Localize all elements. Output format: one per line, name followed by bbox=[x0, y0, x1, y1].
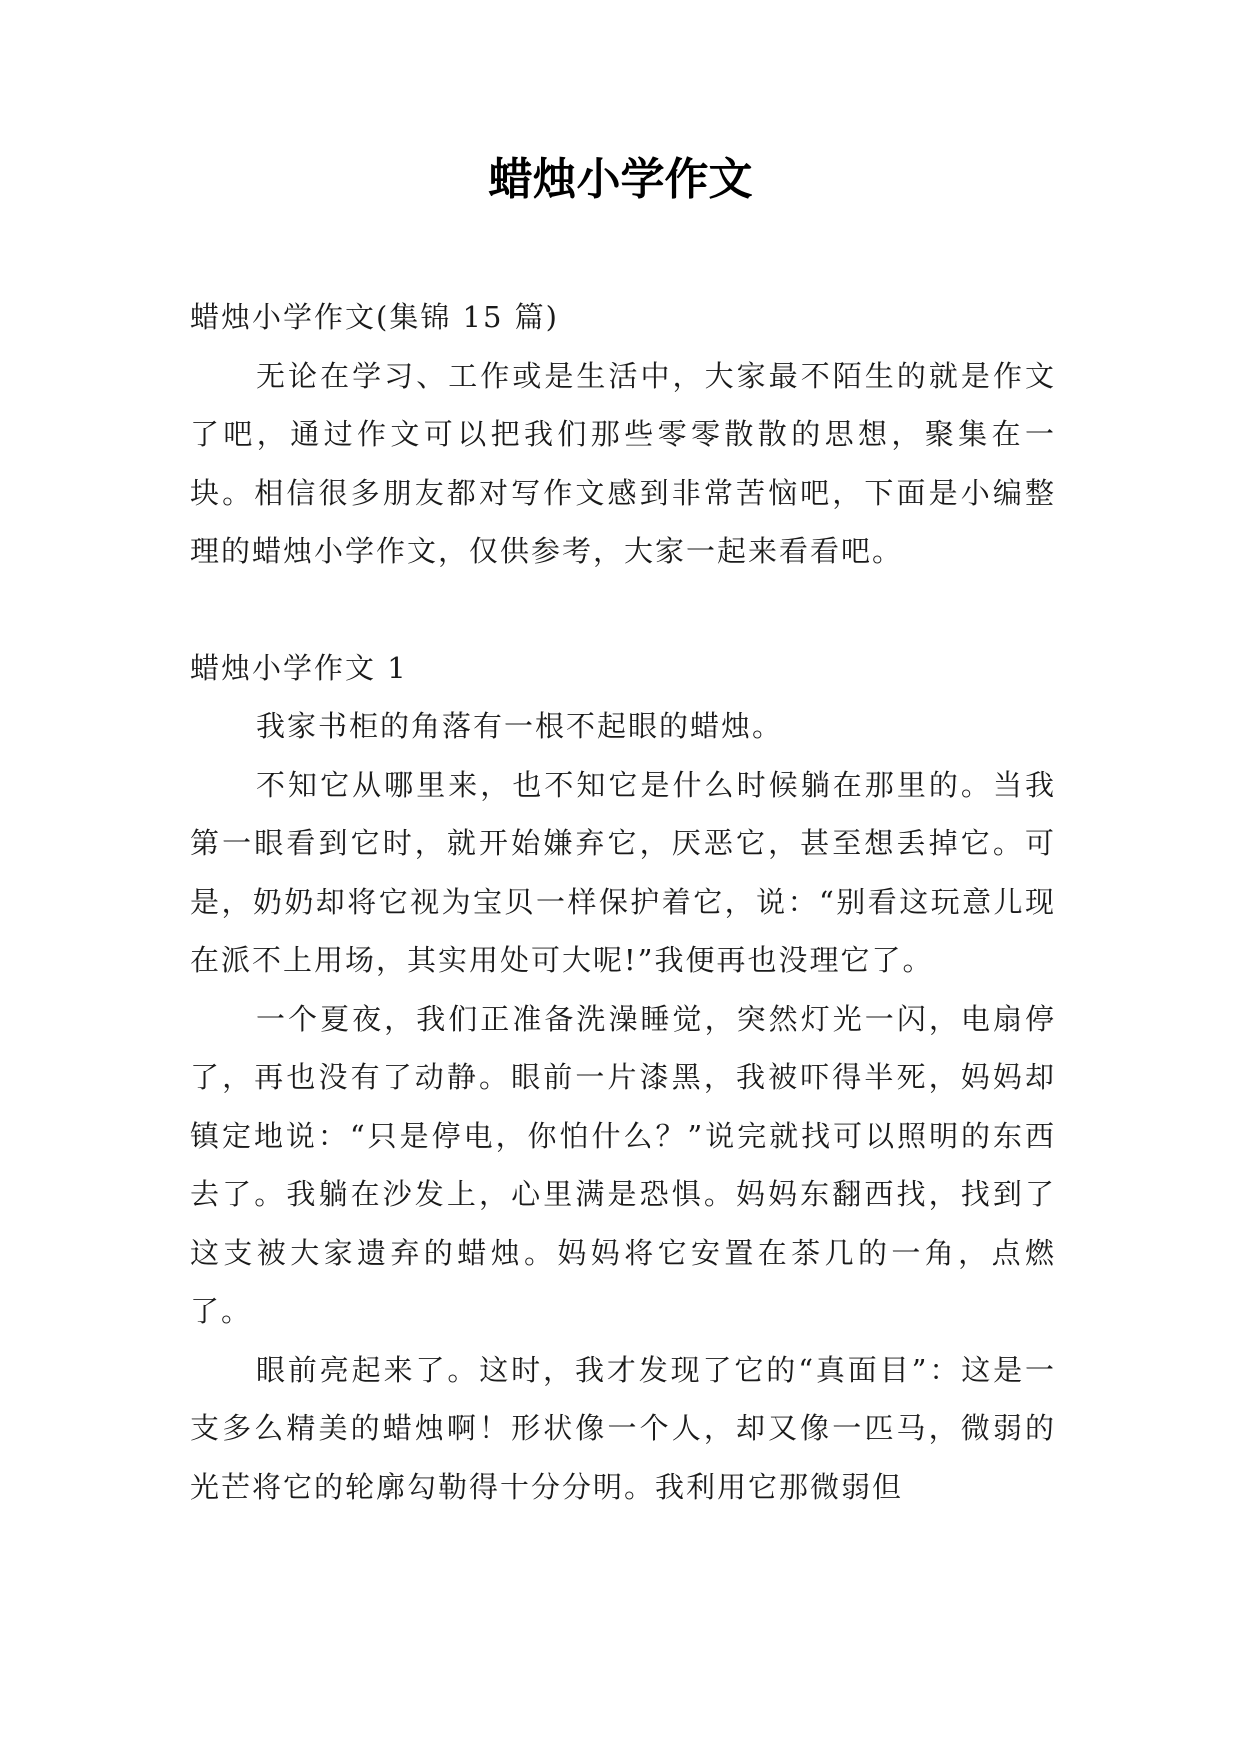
intro-paragraph: 无论在学习、工作或是生活中，大家最不陌生的就是作文了吧，通过作文可以把我们那些零零散散的思想，聚集在一块。相信很多朋友都对写作文感到非常苦恼吧，下面是小编整理的蜡烛小学作文，仅供参考，大家一起来看看吧。 bbox=[190, 358, 1056, 568]
body-paragraph: 一个夏夜，我们正准备洗澡睡觉，突然灯光一闪，电扇停了，再也没有了动静。眼前一片漆黑，我被吓得半死，妈妈却镇定地说：“只是停电，你怕什么？”说完就找可以照明的东西去了。我躺在沙发上，心里满是恐惧。妈妈东翻西找，找到了这支被大家遗弃的蜡烛。妈妈将它安置在茶几的一角，点燃了。 bbox=[190, 1001, 1056, 1328]
collection-subtitle: 蜡烛小学作文(集锦 15 篇) bbox=[190, 300, 559, 334]
body-paragraph: 不知它从哪里来，也不知它是什么时候躺在那里的。当我第一眼看到它时，就开始嫌弃它，厌恶它，甚至想丢掉它。可是，奶奶却将它视为宝贝一样保护着它，说：“别看这玩意儿现在派不上用场，其实用处可大呢!”我便再也没理它了。 bbox=[190, 767, 1056, 977]
body-paragraph: 我家书柜的角落有一根不起眼的蜡烛。 bbox=[256, 709, 784, 743]
body-paragraph: 眼前亮起来了。这时，我才发现了它的“真面目”：这是一支多么精美的蜡烛啊！形状像一个人，却又像一匹马，微弱的光芒将它的轮廓勾勒得十分分明。我利用它那微弱但 bbox=[190, 1352, 1056, 1504]
section-heading: 蜡烛小学作文 1 bbox=[190, 650, 408, 685]
section-spacer bbox=[190, 581, 1056, 639]
document-body bbox=[190, 288, 1056, 1516]
document-title: 蜡烛小学作文 bbox=[488, 154, 753, 205]
